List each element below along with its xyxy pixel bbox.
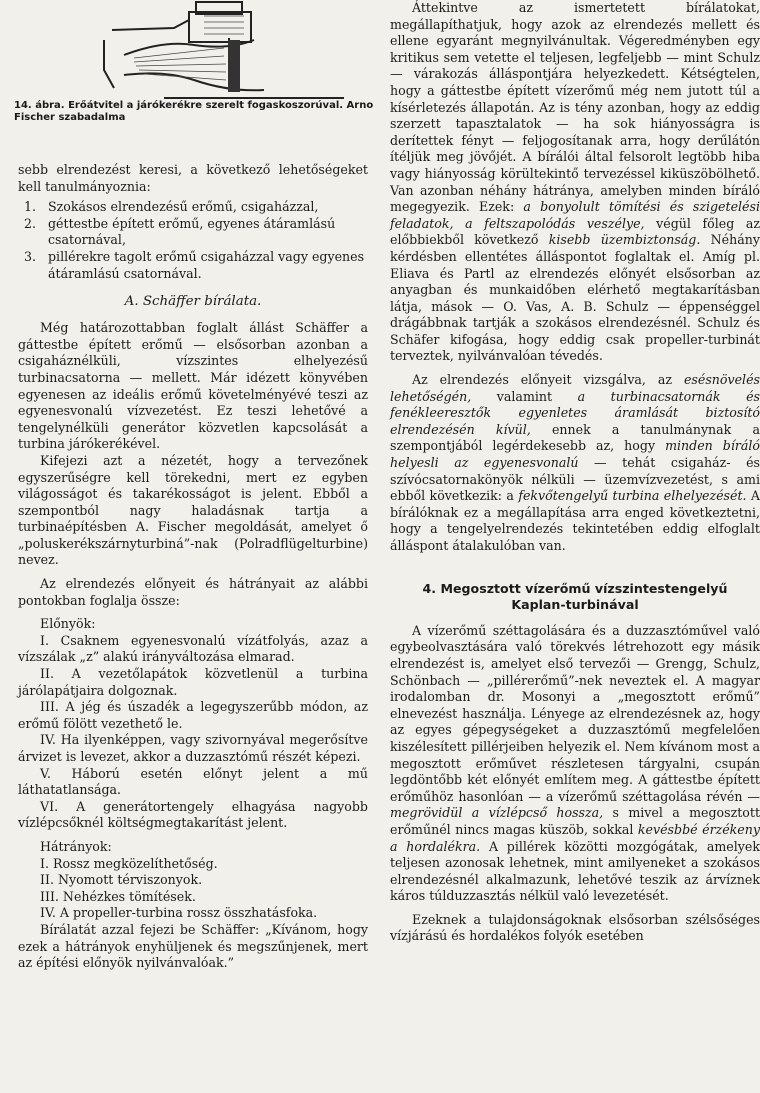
paragraph: A vízerőmű széttagolására és a duzzasztóművel való egybeolvasztására való törekvés létrehozott egy másik elrendezést is, amelyet első tervezői — Grengg, Schulz, Schönbach — „pillérerőmű”-nek neveztek el. A magyar irodalomban dr. Mosonyi a „megosztott erőmű” elnevezést használja. Lényege az elrendezésnek az, hogy az egyes gépegységeket a duzzasztómű megfelelően kiszélesített pillérjeiben helyezik el. Nem kívánom most a megosztott erőművet részletesen tárgyalni, csupán legdöntőbb két előnyét említem meg. A gáttestbe épített erőműhöz hasonlóan — a vízerőmű széttagolása révén — megrövidül a vízlépcső hossza, s mivel a megosztott erőműnél nincs magas küszöb, sokkal kevésbbé érzékeny a hordalékra. A pillérek közötti mozgógátak, amelyek teljesen azonosak lehetnek, mint amilyeneket a szokásos elrendezésnél alkalmazunk, lehetővé teszik az árvíznek káros túlduzzasztás nélkül való levezetését.	[390, 622, 760, 904]
paragraph: Még határozottabban foglalt állást Schäffer a gáttestbe épített erőmű — elsősorban azonban a csigaháznélküli, vízszintes elhelyezésű turbinacsatorna — mellett. Már idézett könyvében egyenesen az ideális erőmű követelményévé teszi az egyenesvonalú vízvezetést. Ez teszi lehetővé a tengelynélküli generátor közvetlen kapcsolását a turbina járókerékével.	[18, 320, 368, 452]
right-text	[390, 0, 760, 945]
paragraph: Bírálatát azzal fejezi be Schäffer: „Kívánom, hogy ezek a hátrányok enyhüljenek és megszűnjenek, mert az építési előnyök nyilvánvalóak.”	[18, 921, 368, 971]
paragraph: sebb elrendezést keresi, a következő lehetőségeket kell tanulmányoznia:	[18, 162, 368, 194]
list-item: IV. Ha ilyenképpen, vagy szivornyával megerősítve árvizet is levezet, akkor a duzzasztómű részét képezi.	[18, 732, 368, 764]
list-item: II. Nyomott térviszonyok.	[40, 872, 203, 888]
list-item: VI. A generátortengely elhagyása nagyobb vízlépcsőknél költségmegtakarítást jelent.	[18, 798, 368, 831]
paragraph: Kifejezi azt a nézetét, hogy a tervezőnek egyszerűségre kell törekedni, mert ez egyben világosságot és takarékosságot is jelent. Ebből a szempontból nagy haladásnak tartja a turbinaépítésben A. Fischer megoldását, amelyet ő „poluskerékszárnyturbiná”-nak (Polradflügelturbine) nevez.	[18, 452, 368, 568]
paragraph: Az elrendezés előnyeit és hátrányait az alábbi pontokban foglalja össze:	[18, 576, 368, 608]
list-item: I. Csaknem egyenesvonalú vízátfolyás, azaz a vízszálak „z” alakú irányváltozása elmarad.	[18, 632, 368, 665]
figure-caption: 14. ábra. Erőátvitel a járókerékre szerelt fogaskoszorúval. Arno Fischer szabadalma	[14, 100, 374, 123]
paragraph: Az elrendezés előnyeit vizsgálva, az esésnövelés lehetőségén, valamint a turbinacsatornák és fenékleeresztők egyenletes áramlását biztosító elrendezésén kívül, ennek a tanulmánynak a szempontjából legérdekesebb az, hogy minden bíráló helyesli az egyenesvonalú — tehát csigaház- és szívócsatornakönyök nélküli — üzemvízvezetést, s ami ebből következik: a fekvőtengelyű turbina elhelyezését. A bírálóknak ez a megállapítása arra enged következtetni, hogy a tengelyelrendezés tekintetében eddig elfoglalt álláspont átalakulóban van.	[390, 372, 760, 553]
list-item: 3. pillérekre tagolt erőmű csigaházzal vagy egyenes átáramlású csatornával.	[24, 248, 365, 281]
list-item: IV. A propeller-turbina rossz összhatásfoka.	[40, 905, 318, 921]
list-item: III. A jég és úszadék a legegyszerűbb módon, az erőmű fölött vezethető le.	[18, 699, 368, 731]
list-item: I. Rossz megközelíthetőség.	[40, 855, 218, 871]
paragraph: Áttekintve az ismertetett bírálatokat, megállapíthatjuk, hogy azok az elrendezés mellett és ellene egyaránt megnyilvánultak. Végeredményben egy kritikus sem vetette el teljesen, legfeljebb — mint Schulz — várakozás álláspontjára helyezkedett. Kétségtelen, hogy a gáttestbe épített vízerőmű még nem jutott túl a kísérletezés állapotán. Az is tény azonban, hogy az eddig szerzett tapasztalatok — ha sok hiányosságra is derítettek fényt — feljogosítanak arra, hogy derűlátón ítéljük meg jövőjét. A bírálói által felsorolt legtöbb hiba vagy hiányosság körültekintő tervezéssel kiküszöbölhető. Van azonban néhány hátránya, amelyben minden bíráló megegyezik. Ezek: a bonyolult tömítési és szigetelési feladatok, a feltszapolódás veszélye, végül főleg az előbbiekből következő kisebb üzembiztonság. Néhány kérdésben ellentétes álláspontot foglaltak el. Amíg pl. Eliava és Partl az elrendezés előnyét elsősorban az anyagban és munkaidőben elérhető megtakarításban látja, mások — O. Vas, A. B. Schulz — éppenséggel drágábbnak tartják a szokásos elrendezésnél. Schulz és Schäfer kifogása, hogy eddig csak propeller-turbinát terveztek, nyilvánvalóan tévedés.	[390, 0, 760, 364]
section-heading: A. Schäffer bírálata.	[124, 294, 262, 310]
left-text	[18, 162, 368, 972]
list-item: 2. géttestbe épített erőmű, egyenes átáramlású csatornával,	[24, 215, 336, 248]
option-list	[18, 199, 368, 282]
turbine-drawing-icon	[14, 0, 364, 100]
advantages-title: Előnyök:	[40, 616, 96, 632]
list-item: 1. Szokásos elrendezésű erőmű, csigaházzal,	[24, 199, 319, 215]
list-item: V. Háború esetén előnyt jelent a mű láthatatlansága.	[18, 765, 368, 798]
list-item: III. Nehézkes tömítések.	[40, 888, 196, 904]
list-item: II. A vezetőlapátok közvetlenül a turbina járólapátjaira dolgoznak.	[18, 666, 368, 698]
paragraph: Ezeknek a tulajdonságoknak elsősorban szélsőséges vízjárású és hordalékos folyók esetében	[390, 911, 760, 944]
section-title: 4. Megosztott vízerőmű vízszintestengelyű Kaplan-turbinával	[422, 580, 728, 613]
disadvantages-title: Hátrányok:	[40, 838, 112, 854]
